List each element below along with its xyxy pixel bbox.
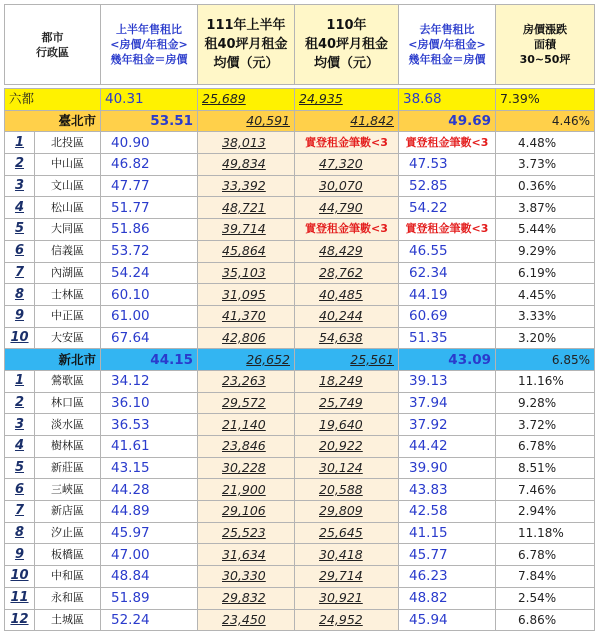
price-growth: 9.29%	[496, 240, 595, 262]
rent-111: 39,714	[198, 219, 295, 241]
table-row	[5, 392, 595, 414]
ratio-last-year: 46.55	[399, 240, 496, 262]
new-taipei-city-ratio: 44.15	[101, 349, 198, 371]
table-row	[5, 175, 595, 197]
table-row	[5, 132, 595, 154]
insufficient-data-note: 實登租金筆數<3	[295, 219, 399, 241]
price-growth: 4.48%	[496, 132, 595, 154]
price-growth: 11.18%	[496, 522, 595, 544]
rent-110: 29,809	[295, 501, 399, 523]
ratio-last-year: 62.34	[399, 262, 496, 284]
taipei-city-name: 臺北市	[5, 110, 101, 132]
rent-110: 30,921	[295, 587, 399, 609]
ratio-last-year: 42.58	[399, 501, 496, 523]
rent-111: 35,103	[198, 262, 295, 284]
table-row	[5, 522, 595, 544]
ratio-last-year: 46.23	[399, 566, 496, 588]
table-row	[5, 262, 595, 284]
six-cities-label: 六都	[5, 89, 101, 111]
ratio-h1: 51.86	[101, 219, 198, 241]
ratio-last-year: 48.82	[399, 587, 496, 609]
district-name: 淡水區	[35, 414, 101, 436]
table-row	[5, 197, 595, 219]
table-row	[5, 544, 595, 566]
table-row	[5, 609, 595, 631]
price-growth: 3.72%	[496, 414, 595, 436]
rank-number: 6	[5, 240, 35, 262]
table-body	[5, 85, 595, 631]
six-cities-rent-110: 24,935	[295, 89, 399, 111]
ratio-h1: 60.10	[101, 284, 198, 306]
ratio-h1: 34.12	[101, 370, 198, 392]
ratio-last-year: 51.35	[399, 327, 496, 349]
rent-111: 25,523	[198, 522, 295, 544]
header-ratio-last-year: 去年售租比 <房價/年租金> 幾年租金＝房價	[399, 5, 496, 85]
rank-number: 12	[5, 609, 35, 631]
rank-number: 2	[5, 154, 35, 176]
six-cities-ratio-last-year: 38.68	[399, 89, 496, 111]
ratio-last-year: 39.90	[399, 457, 496, 479]
rent-110: 40,244	[295, 305, 399, 327]
table-header	[5, 5, 595, 85]
new-taipei-city-ratio-last-year: 43.09	[399, 349, 496, 371]
rent-110: 18,249	[295, 370, 399, 392]
rent-111: 23,846	[198, 436, 295, 458]
district-name: 三峽區	[35, 479, 101, 501]
ratio-last-year: 60.69	[399, 305, 496, 327]
rent-111: 49,834	[198, 154, 295, 176]
district-name: 北投區	[35, 132, 101, 154]
rent-ratio-table	[4, 4, 595, 631]
ratio-h1: 46.82	[101, 154, 198, 176]
rank-number: 5	[5, 219, 35, 241]
ratio-h1: 47.00	[101, 544, 198, 566]
rank-number: 4	[5, 436, 35, 458]
ratio-h1: 44.28	[101, 479, 198, 501]
ratio-h1: 48.84	[101, 566, 198, 588]
insufficient-data-note: 實登租金筆數<3	[295, 132, 399, 154]
ratio-h1: 53.72	[101, 240, 198, 262]
insufficient-data-note: 實登租金筆數<3	[399, 132, 496, 154]
ratio-last-year: 52.85	[399, 175, 496, 197]
rent-111: 30,228	[198, 457, 295, 479]
rent-111: 38,013	[198, 132, 295, 154]
rent-111: 29,106	[198, 501, 295, 523]
district-name: 土城區	[35, 609, 101, 631]
rent-111: 21,140	[198, 414, 295, 436]
rent-110: 28,762	[295, 262, 399, 284]
ratio-h1: 67.64	[101, 327, 198, 349]
new-taipei-city-rent-111: 26,652	[198, 349, 295, 371]
price-growth: 5.44%	[496, 219, 595, 241]
ratio-last-year: 44.19	[399, 284, 496, 306]
rent-111: 23,450	[198, 609, 295, 631]
district-name: 鶯歌區	[35, 370, 101, 392]
rent-110: 25,645	[295, 522, 399, 544]
price-growth: 7.84%	[496, 566, 595, 588]
table-row	[5, 587, 595, 609]
header-ratio-h1: 上半年售租比 <房價/年租金> 幾年租金＝房價	[101, 5, 198, 85]
ratio-h1: 61.00	[101, 305, 198, 327]
district-name: 士林區	[35, 284, 101, 306]
rank-number: 1	[5, 132, 35, 154]
header-area: 都市 行政區	[5, 5, 101, 85]
six-cities-row	[5, 89, 595, 111]
new-taipei-city-growth: 6.85%	[496, 349, 595, 371]
price-growth: 3.33%	[496, 305, 595, 327]
rent-110: 40,485	[295, 284, 399, 306]
table-row	[5, 436, 595, 458]
ratio-last-year: 43.83	[399, 479, 496, 501]
rent-110: 20,922	[295, 436, 399, 458]
rank-number: 6	[5, 479, 35, 501]
rent-111: 31,095	[198, 284, 295, 306]
rent-111: 29,832	[198, 587, 295, 609]
ratio-h1: 40.90	[101, 132, 198, 154]
rent-110: 24,952	[295, 609, 399, 631]
district-name: 永和區	[35, 587, 101, 609]
rank-number: 11	[5, 587, 35, 609]
six-cities-ratio: 40.31	[101, 89, 198, 111]
new-taipei-city-row	[5, 349, 595, 371]
table-row	[5, 284, 595, 306]
rent-110: 30,124	[295, 457, 399, 479]
price-growth: 6.78%	[496, 436, 595, 458]
ratio-h1: 36.53	[101, 414, 198, 436]
ratio-last-year: 44.42	[399, 436, 496, 458]
rent-111: 30,330	[198, 566, 295, 588]
ratio-h1: 51.89	[101, 587, 198, 609]
district-name: 松山區	[35, 197, 101, 219]
district-name: 板橋區	[35, 544, 101, 566]
rank-number: 10	[5, 327, 35, 349]
table-row	[5, 305, 595, 327]
ratio-h1: 52.24	[101, 609, 198, 631]
table-row	[5, 154, 595, 176]
rent-110: 19,640	[295, 414, 399, 436]
taipei-city-row	[5, 110, 595, 132]
district-name: 文山區	[35, 175, 101, 197]
price-growth: 0.36%	[496, 175, 595, 197]
ratio-h1: 54.24	[101, 262, 198, 284]
rank-number: 7	[5, 262, 35, 284]
rent-110: 30,418	[295, 544, 399, 566]
table-row	[5, 479, 595, 501]
price-growth: 11.16%	[496, 370, 595, 392]
district-name: 大同區	[35, 219, 101, 241]
ratio-h1: 36.10	[101, 392, 198, 414]
district-name: 林口區	[35, 392, 101, 414]
rent-111: 33,392	[198, 175, 295, 197]
ratio-h1: 47.77	[101, 175, 198, 197]
rent-111: 41,370	[198, 305, 295, 327]
rent-111: 42,806	[198, 327, 295, 349]
insufficient-data-note: 實登租金筆數<3	[399, 219, 496, 241]
rent-111: 48,721	[198, 197, 295, 219]
rank-number: 3	[5, 175, 35, 197]
rent-111: 23,263	[198, 370, 295, 392]
price-growth: 3.87%	[496, 197, 595, 219]
new-taipei-city-rent-110: 25,561	[295, 349, 399, 371]
taipei-city-rent-111: 40,591	[198, 110, 295, 132]
district-name: 中和區	[35, 566, 101, 588]
ratio-h1: 51.77	[101, 197, 198, 219]
rent-110: 20,588	[295, 479, 399, 501]
table-row	[5, 240, 595, 262]
rank-number: 10	[5, 566, 35, 588]
price-growth: 3.20%	[496, 327, 595, 349]
ratio-h1: 41.61	[101, 436, 198, 458]
six-cities-rent-111: 25,689	[198, 89, 295, 111]
rent-110: 29,714	[295, 566, 399, 588]
ratio-h1: 45.97	[101, 522, 198, 544]
table-row	[5, 327, 595, 349]
ratio-last-year: 39.13	[399, 370, 496, 392]
rent-111: 31,634	[198, 544, 295, 566]
table-row	[5, 414, 595, 436]
rank-number: 9	[5, 544, 35, 566]
taipei-city-ratio-last-year: 49.69	[399, 110, 496, 132]
rent-111: 21,900	[198, 479, 295, 501]
price-growth: 2.94%	[496, 501, 595, 523]
ratio-last-year: 37.94	[399, 392, 496, 414]
district-name: 中山區	[35, 154, 101, 176]
six-cities-growth: 7.39%	[496, 89, 595, 111]
rank-number: 3	[5, 414, 35, 436]
district-name: 大安區	[35, 327, 101, 349]
district-name: 新莊區	[35, 457, 101, 479]
district-name: 新店區	[35, 501, 101, 523]
new-taipei-city-name: 新北市	[5, 349, 101, 371]
rank-number: 8	[5, 522, 35, 544]
ratio-last-year: 45.77	[399, 544, 496, 566]
rent-110: 44,790	[295, 197, 399, 219]
table-row	[5, 501, 595, 523]
taipei-city-growth: 4.46%	[496, 110, 595, 132]
district-name: 汐止區	[35, 522, 101, 544]
rank-number: 1	[5, 370, 35, 392]
price-growth: 6.19%	[496, 262, 595, 284]
price-growth: 7.46%	[496, 479, 595, 501]
table-row	[5, 219, 595, 241]
price-growth: 2.54%	[496, 587, 595, 609]
price-growth: 6.86%	[496, 609, 595, 631]
district-name: 中正區	[35, 305, 101, 327]
rent-110: 25,749	[295, 392, 399, 414]
header-rent-111: 111年上半年 租40坪月租金 均價（元）	[198, 5, 295, 85]
rent-110: 47,320	[295, 154, 399, 176]
ratio-last-year: 37.92	[399, 414, 496, 436]
ratio-last-year: 45.94	[399, 609, 496, 631]
taipei-city-ratio: 53.51	[101, 110, 198, 132]
rank-number: 8	[5, 284, 35, 306]
table-row	[5, 457, 595, 479]
table-row	[5, 370, 595, 392]
rank-number: 4	[5, 197, 35, 219]
ratio-h1: 43.15	[101, 457, 198, 479]
header-rent-110: 110年 租40坪月租金 均價（元）	[295, 5, 399, 85]
taipei-city-rent-110: 41,842	[295, 110, 399, 132]
rank-number: 7	[5, 501, 35, 523]
price-growth: 6.78%	[496, 544, 595, 566]
ratio-h1: 44.89	[101, 501, 198, 523]
rank-number: 2	[5, 392, 35, 414]
district-name: 內湖區	[35, 262, 101, 284]
rank-number: 9	[5, 305, 35, 327]
rent-110: 30,070	[295, 175, 399, 197]
header-price-growth: 房價漲跌 面積 30~50坪	[496, 5, 595, 85]
rent-111: 29,572	[198, 392, 295, 414]
district-name: 樹林區	[35, 436, 101, 458]
price-growth: 8.51%	[496, 457, 595, 479]
price-growth: 3.73%	[496, 154, 595, 176]
rent-111: 45,864	[198, 240, 295, 262]
ratio-last-year: 41.15	[399, 522, 496, 544]
rent-110: 48,429	[295, 240, 399, 262]
price-growth: 4.45%	[496, 284, 595, 306]
table-row	[5, 566, 595, 588]
rank-number: 5	[5, 457, 35, 479]
price-growth: 9.28%	[496, 392, 595, 414]
district-name: 信義區	[35, 240, 101, 262]
rent-110: 54,638	[295, 327, 399, 349]
ratio-last-year: 54.22	[399, 197, 496, 219]
ratio-last-year: 47.53	[399, 154, 496, 176]
